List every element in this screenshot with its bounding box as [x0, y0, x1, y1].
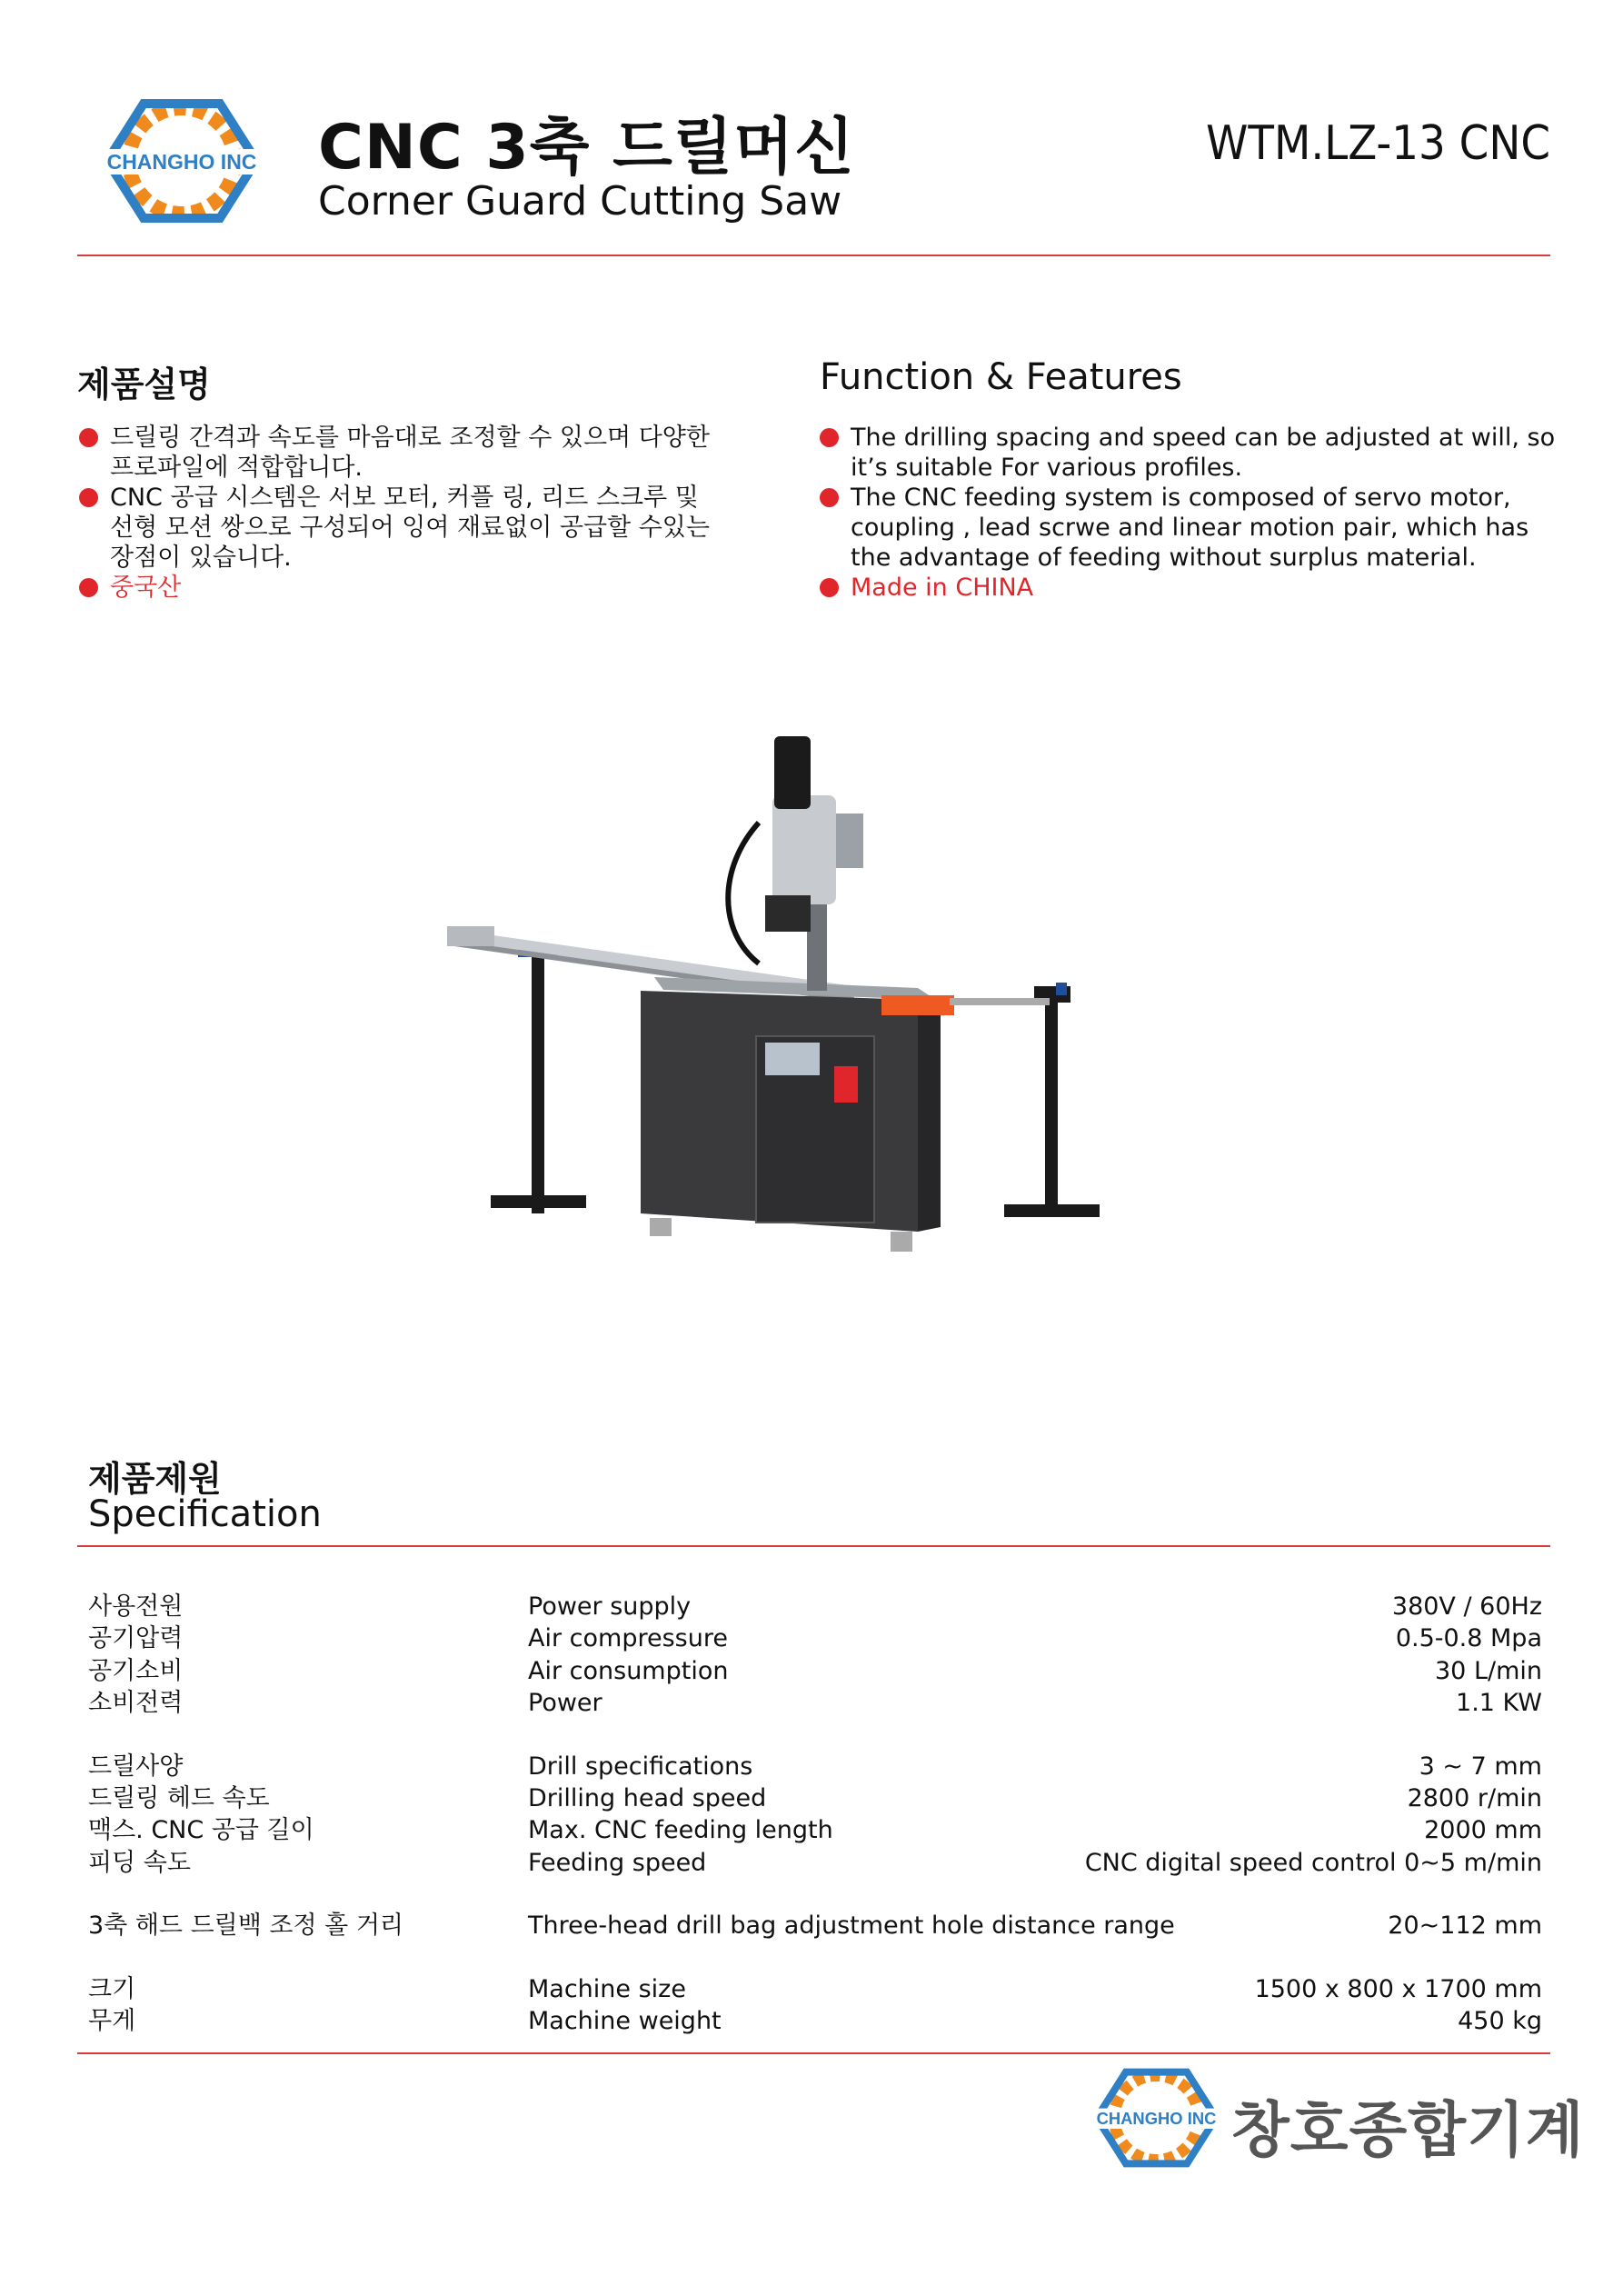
specification-heading-english: Specification: [88, 1493, 322, 1535]
spec-label-english: Power: [528, 1689, 602, 1718]
table-row: [88, 1973, 1542, 2005]
spec-value: 380V / 60Hz: [1391, 1592, 1542, 1621]
spec-label-english: Power supply: [528, 1592, 692, 1621]
product-title-korean: CNC 3축 드릴머신: [318, 112, 855, 184]
table-row: [88, 1591, 1542, 1622]
spec-value: 1.1 KW: [1456, 1689, 1542, 1718]
spec-value: 1500 x 800 x 1700 mm: [1254, 1974, 1542, 2003]
spec-value: 450 kg: [1458, 2006, 1542, 2035]
spec-value: 30 L/min: [1435, 1656, 1542, 1685]
spec-label-english: Machine weight: [528, 2006, 722, 2035]
features-list-korean: [77, 423, 722, 603]
bullet-icon: [79, 428, 98, 447]
spec-label-english: Drilling head speed: [528, 1783, 767, 1812]
spec-value: 20~112 mm: [1388, 1912, 1542, 1941]
model-number: WTM.LZ-13 CNC: [1206, 116, 1550, 171]
spec-label-korean: 크기: [88, 1974, 136, 2003]
changho-logo: [100, 93, 264, 229]
list-item: 중국산: [77, 573, 722, 603]
table-row: [88, 1687, 1542, 1719]
table-row: [88, 1622, 1542, 1654]
product-title-english: Corner Guard Cutting Saw: [318, 178, 842, 225]
spec-label-korean: 무게: [88, 2006, 136, 2035]
spec-label-english: Three-head drill bag adjustment hole distance range: [528, 1912, 1175, 1941]
spec-label-english: Machine size: [528, 1974, 686, 2003]
list-item: The drilling spacing and speed can be adjusted at will, so it’s suitable For various profiles.: [818, 423, 1572, 483]
bullet-icon: [820, 428, 839, 447]
spec-label-korean: 공기소비: [88, 1656, 184, 1685]
spec-label-korean: 3축 해드 드릴백 조정 홀 거리: [88, 1912, 403, 1941]
specification-heading-korean: 제품제원: [88, 1459, 222, 1499]
spec-label-korean: 소비전력: [88, 1689, 184, 1718]
bullet-icon: [820, 488, 839, 507]
logo-brand-text: CHANGHO INC: [106, 150, 257, 174]
table-row: [88, 1655, 1542, 1687]
list-item: CNC 공급 시스템은 서보 모터, 커플 링, 리드 스크루 및 선형 모션 쌍으로 구성되어 잉여 재료없이 공급할 수있는 장점이 있습니다.: [77, 483, 722, 573]
spec-label-korean: 드릴링 헤드 속도: [88, 1783, 270, 1812]
spec-label-korean: 공기압력: [88, 1624, 184, 1653]
spec-label-korean: 사용전원: [88, 1592, 184, 1621]
bullet-icon: [79, 578, 98, 597]
spec-label-english: Drill specifications: [528, 1752, 753, 1781]
spec-value: 0.5-0.8 Mpa: [1395, 1624, 1542, 1653]
list-item: Made in CHINA: [818, 573, 1572, 603]
description-heading-korean: 제품설명: [77, 364, 211, 404]
spec-label-korean: 드릴사양: [88, 1752, 184, 1781]
spec-label-korean: 피딩 속도: [88, 1848, 191, 1877]
spec-value: 3 ~ 7 mm: [1419, 1752, 1542, 1781]
description-heading-english: Function & Features: [820, 356, 1182, 398]
spec-label-english: Air consumption: [528, 1656, 729, 1685]
table-row: [88, 2005, 1542, 2037]
bullet-icon: [79, 488, 98, 507]
list-item: 드릴링 간격과 속도를 마음대로 조정할 수 있으며 다양한 프로파일에 적합합니다.: [77, 423, 722, 483]
table-row: [88, 1782, 1542, 1814]
spec-top-divider: [77, 1545, 1550, 1547]
spec-label-english: Feeding speed: [528, 1848, 707, 1877]
table-row: [88, 1847, 1542, 1879]
spec-value: 2800 r/min: [1407, 1783, 1542, 1812]
table-row: [88, 1910, 1542, 1942]
footer-changho-logo: [1090, 2063, 1222, 2172]
logo-brand-text: CHANGHO INC: [1096, 2109, 1217, 2129]
list-item: The CNC feeding system is composed of servo motor, coupling , lead scrwe and linear motion pair, which has the advantage of feeding without surplus material.: [818, 483, 1572, 573]
spec-label-korean: 맥스. CNC 공급 길이: [88, 1816, 314, 1845]
spec-value: 2000 mm: [1424, 1816, 1542, 1845]
spec-label-english: Max. CNC feeding length: [528, 1816, 833, 1845]
spec-value: CNC digital speed control 0~5 m/min: [1084, 1848, 1542, 1877]
table-row: [88, 1751, 1542, 1782]
spec-label-english: Air compressure: [528, 1624, 728, 1653]
header-divider: [77, 255, 1550, 256]
spec-table: [88, 1591, 1542, 2037]
company-name-korean: 창호종합기계: [1231, 2095, 1585, 2165]
spec-bottom-divider: [77, 2052, 1550, 2054]
features-list-english: [818, 423, 1572, 603]
table-row: [88, 1814, 1542, 1846]
bullet-icon: [820, 578, 839, 597]
product-image: [445, 723, 1118, 1286]
